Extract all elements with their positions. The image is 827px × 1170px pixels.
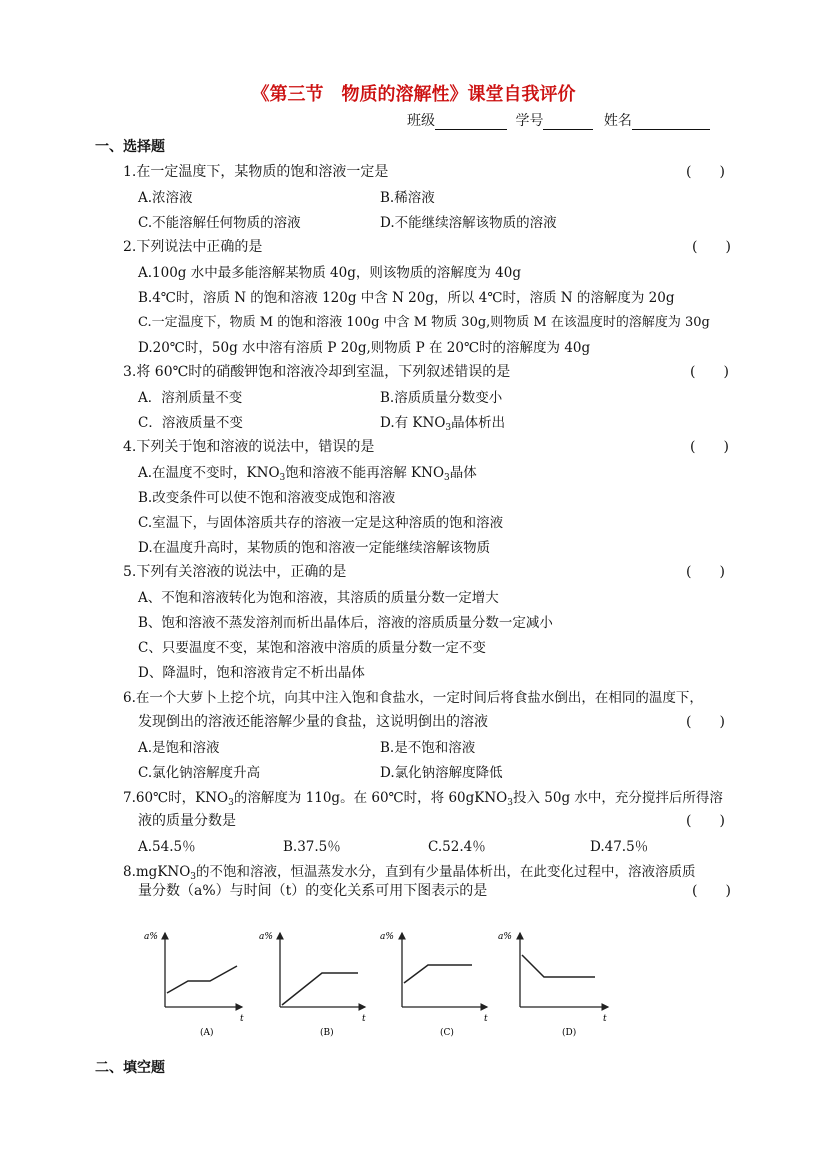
section-fill-blank: 二、填空题 <box>95 1060 165 1076</box>
q5-option-c[interactable]: C、只要温度不变，某饱和溶液中溶质的质量分数一定不变 <box>138 640 486 656</box>
q5-option-d[interactable]: D、降温时，饱和溶液肯定不析出晶体 <box>138 665 365 681</box>
question-7-line-2: 液的质量分数是 <box>138 813 236 829</box>
q4-option-a[interactable]: A.在温度不变时，$KNO_3$饱和溶液不能再溶解 $KNO_3$晶体 <box>138 465 477 483</box>
q6-option-c[interactable]: C.氯化钠溶解度升高 <box>138 765 261 781</box>
graph-d-xlabel: t <box>603 1014 607 1024</box>
graph-c-label: (C) <box>440 1028 454 1038</box>
q2-option-a[interactable]: A.100g 水中最多能溶解某物质 40g，则该物质的溶解度为 40g <box>138 265 521 281</box>
q1-option-a[interactable]: A.浓溶液 <box>138 190 193 206</box>
graph-c-ylabel: a% <box>380 932 394 942</box>
question-4: 4.下列关于饱和溶液的说法中，错误的是 <box>123 439 375 455</box>
q1-option-b[interactable]: B.稀溶液 <box>380 190 435 206</box>
answer-paren-8[interactable]: ( ) <box>692 883 731 899</box>
graph-options-figure <box>130 925 630 1040</box>
q3-option-c[interactable]: C．溶液质量不变 <box>138 415 243 431</box>
q3-option-a[interactable]: A．溶剂质量不变 <box>138 390 243 406</box>
graph-b-ylabel: a% <box>259 932 273 942</box>
question-7-line-1: 7.60℃时，$KNO_3$的溶解度为 110g。在 60℃时，将 60gKNO$_3$投入 50g 水中，充分搅拌后所得溶 <box>123 790 723 808</box>
graph-d-ylabel: a% <box>498 932 512 942</box>
graph-d-curve <box>522 955 595 977</box>
answer-paren-6[interactable]: ( ) <box>686 714 725 730</box>
graph-b-label: (B) <box>320 1028 334 1038</box>
question-3: 3.将 60℃时的硝酸钾饱和溶液冷却到室温，下列叙述错误的是 <box>123 364 511 380</box>
q2-option-c[interactable]: C.一定温度下，物质 M 的饱和溶液 100g 中含 M 物质 30g,则物质 M 在该温度时的溶解度为 30g <box>138 315 710 330</box>
q2-option-d[interactable]: D.20℃时，50g 水中溶有溶质 P 20g,则物质 P 在 20℃时的溶解度为 40g <box>138 340 591 356</box>
q3-option-b[interactable]: B.溶质质量分数变小 <box>380 390 503 406</box>
answer-paren-3[interactable]: ( ) <box>690 364 729 380</box>
q6-option-d[interactable]: D.氯化钠溶解度降低 <box>380 765 503 781</box>
answer-paren-2[interactable]: ( ) <box>692 239 731 255</box>
graph-b[interactable] <box>259 932 366 1038</box>
graph-a-xlabel: t <box>240 1014 244 1024</box>
graph-b-xlabel: t <box>362 1014 366 1024</box>
question-8-line-1: 8.mgKNO$_3$的不饱和溶液，恒温蒸发水分，直到有少量晶体析出，在此变化过程中，溶液溶质质 <box>123 864 696 882</box>
graph-a[interactable] <box>144 932 244 1038</box>
q6-option-b[interactable]: B.是不饱和溶液 <box>380 740 476 756</box>
q6-option-a[interactable]: A.是饱和溶液 <box>138 740 220 756</box>
q7-option-c[interactable]: C.52.4％ <box>428 839 486 855</box>
q4-option-d[interactable]: D.在温度升高时，某物质的饱和溶液一定能继续溶解该物质 <box>138 540 491 556</box>
question-6-line-2: 发现倒出的溶液还能溶解少量的食盐，这说明倒出的溶液 <box>138 714 488 730</box>
name-blank[interactable] <box>632 115 710 130</box>
question-2: 2.下列说法中正确的是 <box>123 239 263 255</box>
graph-a-curve <box>167 966 237 993</box>
q5-option-b[interactable]: B、饱和溶液不蒸发溶剂而析出晶体后，溶液的溶质质量分数一定减小 <box>138 615 553 631</box>
page-title: 《第三节 物质的溶解性》课堂自我评价 <box>251 84 576 105</box>
q5-option-a[interactable]: A、不饱和溶液转化为饱和溶液，其溶质的质量分数一定增大 <box>138 590 499 606</box>
q4-option-c[interactable]: C.室温下，与固体溶质共存的溶液一定是这种溶质的饱和溶液 <box>138 515 504 531</box>
question-6-line-1: 6.在一个大萝卜上挖个坑，向其中注入饱和食盐水，一定时间后将食盐水倒出，在相同的温度下， <box>123 690 703 706</box>
student-info <box>407 110 710 130</box>
answer-paren-7[interactable]: ( ) <box>686 813 725 829</box>
question-8-line-2: 量分数（a%）与时间（t）的变化关系可用下图表示的是 <box>138 883 488 899</box>
id-label: 学号 <box>515 113 544 129</box>
answer-paren-4[interactable]: ( ) <box>690 439 729 455</box>
q7-option-b[interactable]: B.37.5％ <box>283 839 341 855</box>
question-1: 1.在一定温度下，某物质的饱和溶液一定是 <box>123 164 389 180</box>
q7-option-d[interactable]: D.47.5％ <box>590 839 649 855</box>
class-label: 班级 <box>407 113 435 129</box>
graph-d-label: (D) <box>562 1028 577 1038</box>
id-blank[interactable] <box>543 115 593 130</box>
q1-option-d[interactable]: D.不能继续溶解该物质的溶液 <box>380 215 557 231</box>
graph-d[interactable] <box>498 932 608 1038</box>
graph-c[interactable] <box>380 932 488 1038</box>
answer-paren-5[interactable]: ( ) <box>686 564 725 580</box>
graph-a-label: (A) <box>200 1028 214 1038</box>
q2-option-b[interactable]: B.4℃时，溶质 N 的饱和溶液 120g 中含 N 20g，所以 4℃时，溶质 N 的溶解度为 20g <box>138 290 675 306</box>
class-blank[interactable] <box>435 115 507 130</box>
section-multiple-choice: 一、选择题 <box>95 139 165 155</box>
q7-option-a[interactable]: A.54.5％ <box>138 839 196 855</box>
q4-option-b[interactable]: B.改变条件可以使不饱和溶液变成饱和溶液 <box>138 490 396 506</box>
question-5: 5.下列有关溶液的说法中，正确的是 <box>123 564 347 580</box>
graph-b-curve <box>282 973 358 1005</box>
name-label: 姓名 <box>603 113 632 129</box>
graph-c-curve <box>404 965 472 983</box>
graph-c-xlabel: t <box>484 1014 488 1024</box>
q3-option-d[interactable]: D.有 $KNO_3$晶体析出 <box>380 415 506 433</box>
q1-option-c[interactable]: C.不能溶解任何物质的溶液 <box>138 215 301 231</box>
answer-paren-1[interactable]: ( ) <box>686 164 725 180</box>
graph-a-ylabel: a% <box>144 932 158 942</box>
